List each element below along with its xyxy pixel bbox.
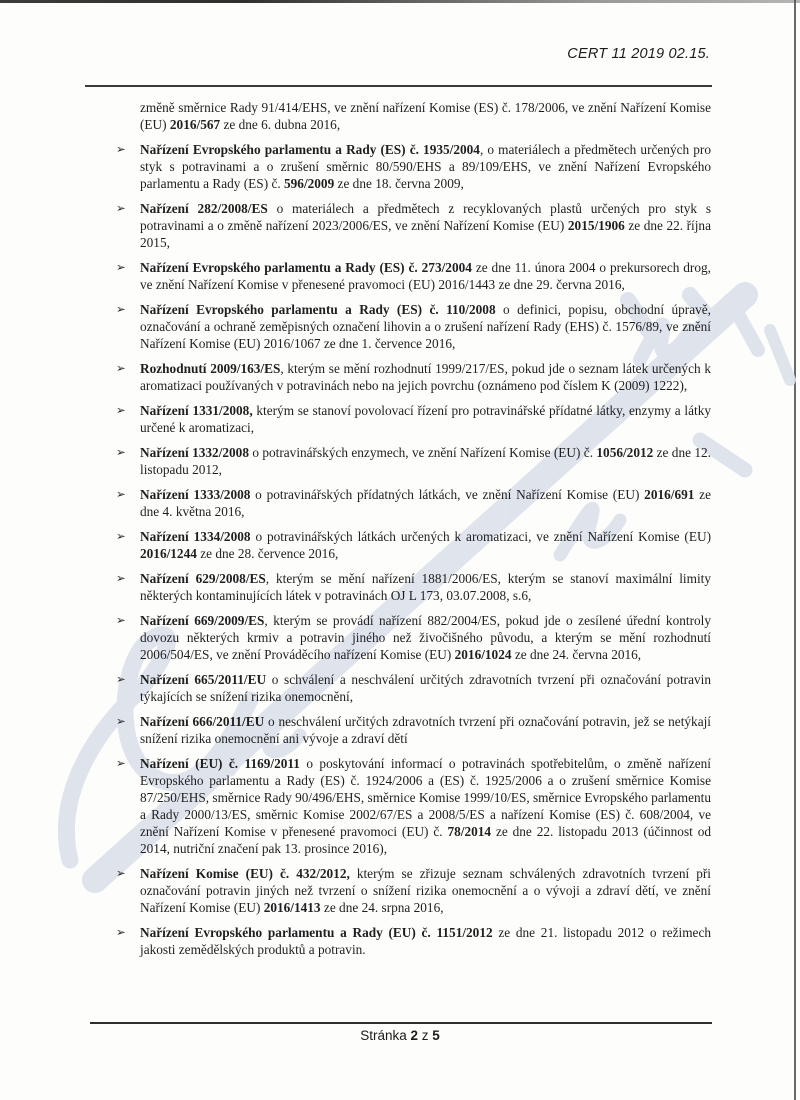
text-run: ze dne 24. srpna 2016, <box>320 900 444 915</box>
regulation-number-bold: Nařízení 669/2009/ES <box>140 613 265 628</box>
item-text <box>140 301 711 352</box>
page-number-separator: z <box>421 1028 429 1043</box>
list-item <box>116 713 711 747</box>
arrow-bullet-icon: ➢ <box>116 361 126 375</box>
page-number-label: Stránka <box>360 1028 407 1043</box>
text-run: ze dne 28. července 2016, <box>196 546 339 561</box>
text-run: kterým se stanoví povolovací řízení pro potravinářské přídatné látky, enzymy a látky určené k aromatizaci, <box>140 403 711 435</box>
regulation-number-bold: Nařízení Evropského parlamentu a Rady (ES) č. 1935/2004 <box>140 142 480 157</box>
regulation-number-bold: 2016/567 <box>169 117 221 132</box>
regulation-number-bold: 2016/691 <box>644 487 695 502</box>
text-run: ze dne 6. dubna 2016, <box>220 117 341 132</box>
arrow-bullet-icon: ➢ <box>116 613 126 627</box>
text-run: ze dne 12. listopadu 2012, <box>140 445 711 477</box>
list-item <box>116 141 711 192</box>
regulation-number-bold: 1056/2012 <box>596 445 654 460</box>
regulation-number-bold: Nařízení (EU) č. 1169/2011 <box>140 756 300 771</box>
page-number <box>0 1028 800 1043</box>
scan-artifact-top-edge <box>0 0 800 3</box>
regulation-number-bold: Nařízení Evropského parlamentu a Rady (EU) č. 1151/2012 <box>140 925 493 940</box>
regulation-number-bold: 2016/1413 <box>263 900 321 915</box>
page-number-current: 2 <box>410 1028 418 1043</box>
item-text <box>140 924 711 958</box>
header-rule <box>85 85 712 87</box>
item-text <box>140 402 711 436</box>
list-item <box>116 444 711 478</box>
list-item <box>116 612 711 663</box>
item-text <box>140 755 711 857</box>
arrow-bullet-icon: ➢ <box>116 302 126 316</box>
item-text <box>140 444 711 478</box>
page-number-total: 5 <box>432 1028 440 1043</box>
text-run: ze dne 21. listopadu 2012 o režimech jakosti zemědělských produktů a potravin. <box>140 925 711 957</box>
item-text <box>140 713 711 747</box>
text-run: , kterým se mění nařízení 1881/2006/ES, kterým se stanoví maximální limity některých kontaminujících látek v potravinách OJ L 173, 03.07.2008, s.6, <box>140 571 711 603</box>
arrow-bullet-icon: ➢ <box>116 529 126 543</box>
list-item <box>116 671 711 705</box>
text-run: , o materiálech a předmětech určených pro styk s potravinami a o zrušení směrnic 80/590/EHS a 89/109/EHS, ve znění Nařízení Evropského parlamentu a Rady (ES) č. <box>140 142 711 191</box>
arrow-bullet-icon: ➢ <box>116 260 126 274</box>
item-text <box>140 865 711 916</box>
regulation-number-bold: Nařízení 1333/2008 <box>140 487 251 502</box>
text-run: , kterým se mění rozhodnutí 1999/217/ES, pokud jde o seznam látek určených k aromatizaci používaných v potravinách nebo na jejich povrchu (oznámeno pod číslem K (2009) 1222), <box>140 361 711 393</box>
intro-continuation-paragraph <box>140 99 711 133</box>
list-item <box>116 259 711 293</box>
list-item <box>116 570 711 604</box>
list-item <box>116 402 711 436</box>
list-item <box>116 528 711 562</box>
arrow-bullet-icon: ➢ <box>116 672 126 686</box>
text-run: ze dne 4. května 2016, <box>140 487 711 519</box>
text-run: o materiálech a předmětech z recyklovaných plastů určených pro styk s potravinami a o změně nařízení 2023/2006/ES, ve znění Nařízení Komise (EU) <box>140 201 711 233</box>
list-item <box>116 486 711 520</box>
arrow-bullet-icon: ➢ <box>116 756 126 770</box>
text-run: o poskytování informací o potravinách spotřebitelům, o změně nařízení Evropského parlamentu a Rady (ES) č. 1924/2006 a (ES) č. 1925/2006 a o zrušení směrnice Komise 87/250/EHS, směrnice Rady 90/496/EHS, směrnice Komise 1999/10/ES, směrnice Evropského parlamentu a Rady 2000/13/ES, směrnic Komise 2002/67/ES a 2008/5/ES a nařízení Komise (ES) č. 608/2004, ve znění Nařízení Komise v přenesené pravomoci (EU) č. <box>140 756 712 839</box>
scan-artifact-right-edge <box>794 0 796 1100</box>
list-item <box>116 200 711 251</box>
item-text <box>140 486 711 520</box>
arrow-bullet-icon: ➢ <box>116 142 126 156</box>
text-run: změně směrnice Rady 91/414/EHS, ve znění nařízení Komise (ES) č. 178/2006, ve znění Nařízení Komise (EU) <box>140 100 711 132</box>
text-run: o potravinářských enzymech, ve znění Nařízení Komise (EU) č. <box>248 445 597 460</box>
regulation-number-bold: 596/2009 <box>284 176 335 191</box>
text-run: o potravinářských přídatných látkách, ve znění Nařízení Komise (EU) <box>250 487 645 502</box>
arrow-bullet-icon: ➢ <box>116 925 126 939</box>
regulation-number-bold: 2016/1244 <box>140 546 197 561</box>
text-run: kterým se zřizuje seznam schválených zdravotních tvrzení při označování potravin jiných než tvrzení o snížení rizika onemocnění a o vývoji a zdraví dětí, ve znění Nařízení Komise (EU) <box>140 866 711 915</box>
text-run: o neschválení určitých zdravotních tvrzení při označování potravin, jež se netýkají snížení rizika onemocnění ani vývoje a zdraví dětí <box>140 714 711 746</box>
regulation-number-bold: Nařízení 1332/2008 <box>140 445 249 460</box>
regulation-number-bold: 78/2014 <box>447 824 492 839</box>
list-item <box>116 755 712 857</box>
text-run: o potravinářských látkách určených k aromatizaci, ve znění Nařízení Komise (EU) <box>250 529 711 544</box>
regulation-number-bold: Nařízení 629/2008/ES <box>140 571 266 586</box>
text-run: ze dne 22. října 2015, <box>140 218 711 250</box>
regulation-number-bold: Nařízení 282/2008/ES <box>140 201 268 216</box>
document-code: CERT 11 2019 02.15. <box>567 46 710 62</box>
text-run: , kterým se provádí nařízení 882/2004/ES, pokud jde o zesílené úřední kontroly dovozu některých krmiv a potravin jiného než živočišného původu, a kterým se mění rozhodnutí 2006/504/ES, ve znění Prováděcího nařízení Komise (EU) <box>140 613 711 662</box>
list-item <box>116 360 711 394</box>
regulation-number-bold: Nařízení 1331/2008, <box>140 403 253 418</box>
regulation-number-bold: 2015/1906 <box>567 218 625 233</box>
regulation-number-bold: Rozhodnutí 2009/163/ES <box>140 361 281 376</box>
text-run: ze dne 24. června 2016, <box>511 647 642 662</box>
item-text <box>140 570 711 604</box>
item-text <box>140 200 711 251</box>
arrow-bullet-icon: ➢ <box>116 445 126 459</box>
text-run: ze dne 18. června 2009, <box>334 176 464 191</box>
arrow-bullet-icon: ➢ <box>116 866 126 880</box>
regulation-number-bold: 2016/1024 <box>454 647 512 662</box>
item-text <box>140 671 711 705</box>
arrow-bullet-icon: ➢ <box>116 403 126 417</box>
arrow-bullet-icon: ➢ <box>116 487 126 501</box>
text-run: o definici, popisu, obchodní úpravě, označování a ochraně zeměpisných označení lihovin a o zrušení nařízení Rady (EHS) č. 1576/89, ve znění Nařízení Komise (EU) 2016/1067 ze dne 1. července 2016, <box>140 302 711 351</box>
intro-text <box>140 99 711 133</box>
regulation-number-bold: Nařízení Evropského parlamentu a Rady (ES) č. 273/2004 <box>140 260 472 275</box>
list-item <box>116 924 711 958</box>
regulation-number-bold: Nařízení 1334/2008 <box>140 529 251 544</box>
bulleted-items <box>116 141 712 958</box>
regulation-number-bold: Nařízení 666/2011/EU <box>140 714 265 729</box>
item-text <box>140 259 711 293</box>
arrow-bullet-icon: ➢ <box>116 571 126 585</box>
text-run: o schválení a neschválení určitých zdravotních tvrzení při označování potravin týkajících se snížení rizika onemocnění, <box>140 672 711 704</box>
arrow-bullet-icon: ➢ <box>116 714 126 728</box>
arrow-bullet-icon: ➢ <box>116 201 126 215</box>
text-run: ze dne 22. listopadu 2013 (účinnost od 2014, nutriční značení pak 13. prosince 2016), <box>140 824 711 856</box>
regulation-list <box>116 99 712 966</box>
list-item <box>116 865 711 916</box>
item-text <box>140 528 711 562</box>
text-run: ze dne 11. února 2004 o prekursorech drog, ve znění Nařízení Komise v přenesené pravomoci (EU) 2016/1443 ze dne 29. června 2016, <box>140 260 711 292</box>
list-item <box>116 301 711 352</box>
item-text <box>140 141 711 192</box>
regulation-number-bold: Nařízení Komise (EU) č. 432/2012, <box>140 866 350 881</box>
item-text <box>140 360 711 394</box>
item-text <box>140 612 711 663</box>
regulation-number-bold: Nařízení 665/2011/EU <box>140 672 267 687</box>
regulation-number-bold: Nařízení Evropského parlamentu a Rady (ES) č. 110/2008 <box>140 302 496 317</box>
footer-rule <box>90 1022 712 1024</box>
